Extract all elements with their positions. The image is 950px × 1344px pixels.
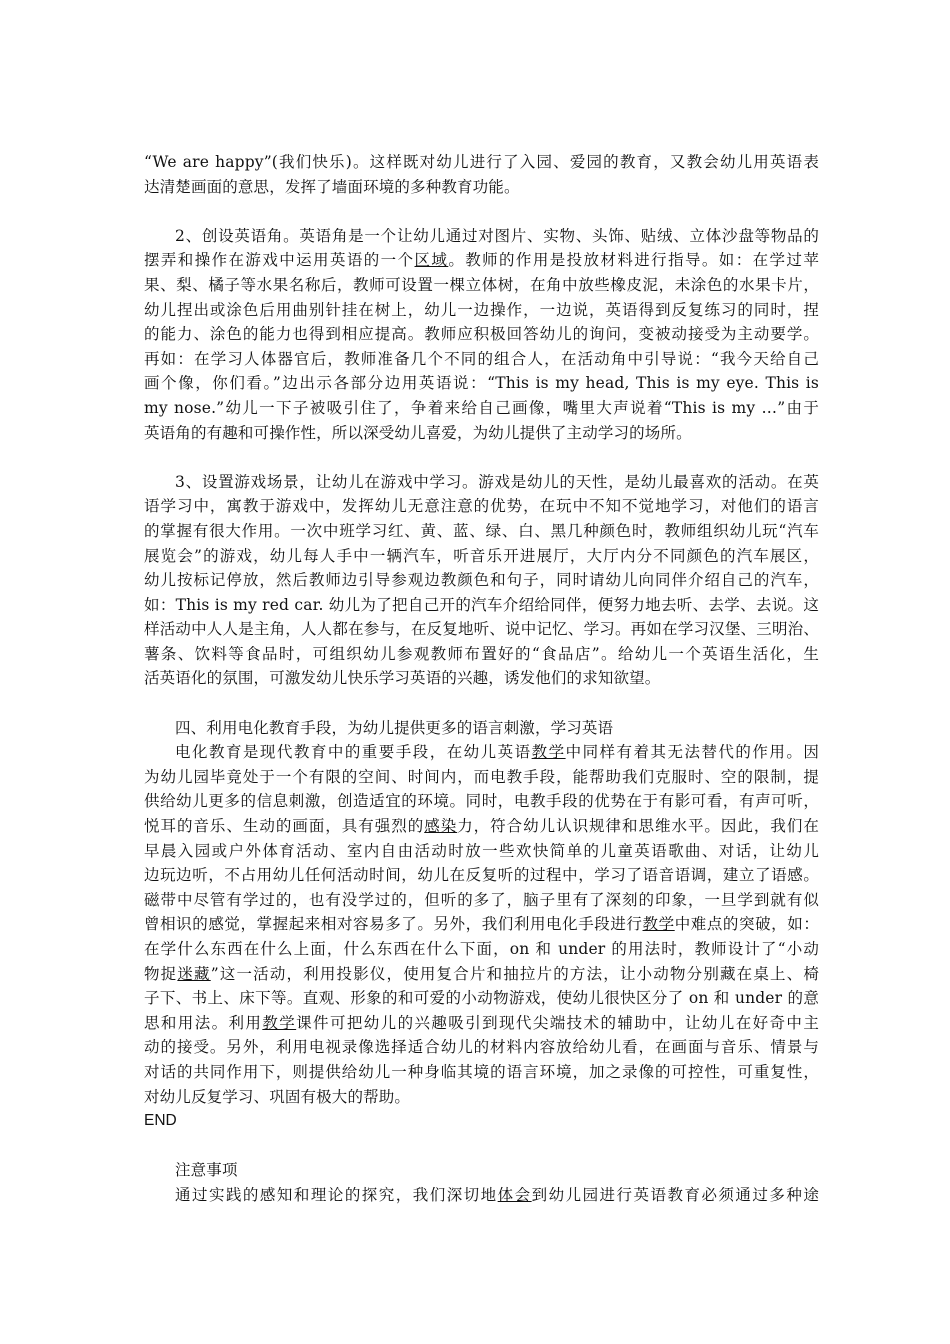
text-line: 2、创设英语角。英语角是一个让幼儿通过对图片、实物、头饰、贴绒、立体沙盘等物品的	[175, 226, 819, 245]
paragraph-gap	[144, 691, 819, 716]
paragraph-section-four	[144, 740, 819, 1109]
text-line: 摆弄和操作在游戏中运用英语的一个区域。教师的作用是投放材料进行指导。如：在学过苹	[144, 251, 819, 270]
text-line: 活英语化的氛围，可激发幼儿快乐学习英语的兴趣，诱发他们的求知欲望。	[144, 669, 661, 688]
text-line: 早晨入园或户外体育活动、室内自由活动时放一些欢快简单的儿童英语歌曲、对话，让幼儿	[144, 841, 819, 860]
notes-heading: 注意事项	[175, 1161, 238, 1180]
document-page	[144, 150, 819, 1208]
text-line: 物捉迷藏”这一活动，利用投影仪，使用复合片和抽拉片的方法，让小动物分别藏在桌上、椅	[144, 964, 819, 983]
text-line: 果、梨、橘子等水果名称后，教师可设置一棵立体树，在角中放些橡皮泥，未涂色的水果卡片，	[144, 275, 819, 294]
section-heading: 四、利用电化教育手段，为幼儿提供更多的语言刺激，学习英语	[175, 718, 614, 737]
text-line: 展览会”的游戏，幼儿每人手中一辆汽车，听音乐开进展厅，大厅内分不同颜色的汽车展区，	[144, 546, 819, 565]
underlined-term[interactable]: 教学	[262, 1013, 297, 1032]
text-line: 曾相识的感觉，掌握起来相对容易多了。另外，我们利用电化手段进行教学中难点的突破，如：	[144, 915, 819, 934]
text-line: 对幼儿反复学习、巩固有极大的帮助。	[144, 1087, 411, 1106]
text-line: “We are happy”(我们快乐)。这样既对幼儿进行了入园、爱园的教育，又教会幼儿用英语表	[144, 153, 819, 171]
text-line: 悦耳的音乐、生动的画面，具有强烈的感染力，符合幼儿认识规律和思维水平。因此，我们在	[144, 817, 819, 836]
underlined-term[interactable]: 感染	[424, 817, 458, 836]
paragraph-gap	[144, 445, 819, 470]
text-line: 英语角的有趣和可操作性，所以深受幼儿喜爱，为幼儿提供了主动学习的场所。	[144, 423, 692, 442]
paragraph-gap	[144, 1134, 819, 1159]
text-line: 电化教育是现代教育中的重要手段，在幼儿英语教学中同样有着其无法替代的作用。因	[175, 743, 819, 762]
underlined-term[interactable]: 迷藏	[177, 964, 211, 983]
paragraph-game-scene	[144, 470, 819, 691]
text-line: 在学什么东西在什么上面，什么东西在什么下面，on 和 under 的用法时，教师设计了“小动	[144, 940, 819, 958]
paragraph-gap	[144, 199, 819, 224]
text-line: 达清楚画面的意思，发挥了墙面环境的多种教育功能。	[144, 177, 520, 196]
text-line: 边玩边听，不占用幼儿任何活动时间，幼儿在反复听的过程中，学习了语音语调，建立了语感。	[144, 866, 819, 885]
underlined-term[interactable]: 教学	[531, 743, 566, 762]
text-line: 供给幼儿更多的信息刺激，创造适宜的环境。同时，电教手段的优势在于有影可看，有声可听，	[144, 792, 819, 811]
end-marker: END	[144, 1112, 177, 1130]
text-line: 的能力、涂色的能力也得到相应提高。教师应积极回答幼儿的询问，变被动接受为主动要学。	[144, 325, 819, 344]
text-line: 动的接受。另外，利用电视录像选择适合幼儿的材料内容放给幼儿看，在画面与音乐、情景与	[144, 1038, 819, 1057]
paragraph-english-corner	[144, 224, 819, 445]
text-line: 对话的共同作用下，则提供给幼儿一种身临其境的语言环境，加之录像的可控性，可重复性，	[144, 1062, 819, 1081]
underlined-term[interactable]: 体会	[497, 1185, 532, 1204]
text-line: 的掌握有很大作用。一次中班学习红、黄、蓝、绿、白、黑几种颜色时，教师组织幼儿玩“汽车	[144, 521, 819, 540]
text-line: 再如：在学习人体器官后，教师准备几个不同的组合人，在活动角中引导说：“我今天给自己	[144, 349, 819, 368]
text-line: 子下、书上、床下等。直观、形象的和可爱的小动物游戏，使幼儿很快区分了 on 和 under 的意	[144, 989, 819, 1008]
text-line: 样活动中人人是主角，人人都在参与，在反复地听、说中记忆、学习。再如在学习汉堡、三明治、	[144, 620, 819, 639]
paragraph-intro	[144, 150, 819, 199]
underlined-term[interactable]: 教学	[642, 915, 675, 934]
text-line: 薯条、饮料等食品时，可组织幼儿参观教师布置好的“食品店”。给幼儿一个英语生活化，生	[144, 644, 819, 663]
text-line: 画个像，你们看。”边出示各部分边用英语说：“This is my head, This is my eye. This is	[144, 374, 819, 393]
text-line: 思和用法。利用教学课件可把幼儿的兴趣吸引到现代尖端技术的辅助中，让幼儿在好奇中主	[144, 1013, 819, 1032]
text-line: 如：This is my red car. 幼儿为了把自己开的汽车介绍给同伴，便努力地去听、去学、去说。这	[144, 595, 819, 614]
notes-first-line: 通过实践的感知和理论的探究，我们深切地体会到幼儿园进行英语教育必须通过多种途	[175, 1185, 819, 1204]
text-line: 磁带中尽管有学过的，也有没学过的，但听的多了，脑子里有了深刻的印象，一旦学到就有似	[144, 890, 819, 909]
text-line: 语学习中，寓教于游戏中，发挥幼儿无意注意的优势，在玩中不知不觉地学习，对他们的语言	[144, 497, 819, 516]
text-line: 幼儿按标记停放，然后教师边引导参观边教颜色和句子，同时请幼儿向同伴介绍自己的汽车，	[144, 571, 819, 590]
text-line: 幼儿捏出或涂色后用曲别针挂在树上，幼儿一边操作，一边说，英语得到反复练习的同时，捏	[144, 300, 819, 319]
text-line: 为幼儿园毕竟处于一个有限的空间、时间内，而电教手段，能帮助我们克服时、空的限制，提	[144, 767, 819, 786]
underlined-term[interactable]: 区域	[414, 251, 449, 270]
text-line: my nose.”幼儿一下子被吸引住了，争着来给自己画像，嘴里大声说着“This is my …”由于	[144, 398, 819, 417]
text-line: 3、设置游戏场景，让幼儿在游戏中学习。游戏是幼儿的天性，是幼儿最喜欢的活动。在英	[175, 472, 819, 491]
